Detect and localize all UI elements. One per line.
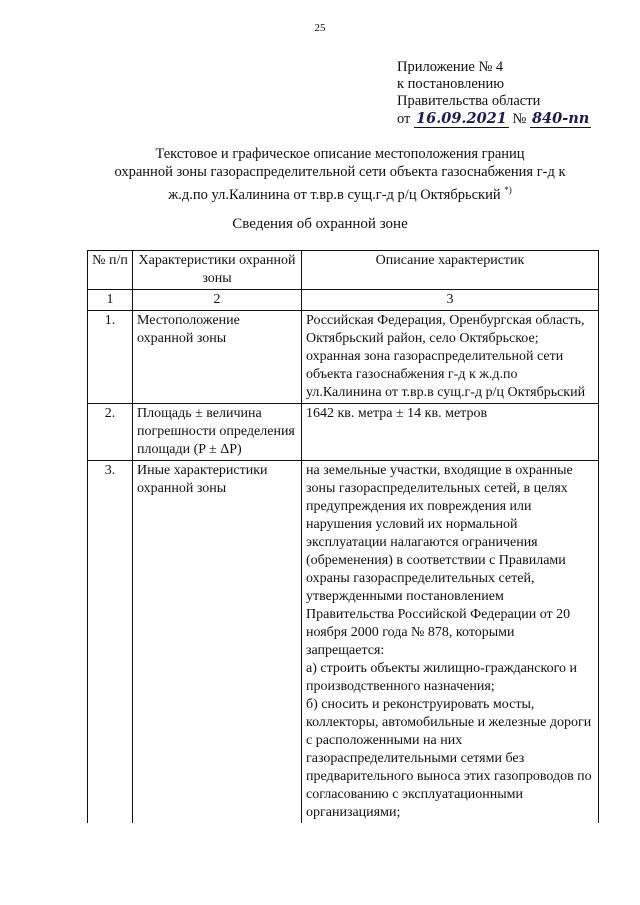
row-characteristic: Иные характеристики охранной зоны xyxy=(133,461,302,824)
page-number: 25 xyxy=(314,22,326,34)
appendix-date-line xyxy=(397,110,591,128)
handwritten-date: 16.09.2021 xyxy=(416,110,507,127)
table-row xyxy=(88,311,599,404)
column-number-row xyxy=(88,290,599,311)
appendix-line-1: Приложение № 4 xyxy=(397,59,504,75)
header-characteristics: Характеристики охранной зоны xyxy=(133,251,302,290)
row-characteristic: Местоположение охранной зоны xyxy=(133,311,302,404)
footnote-mark: *) xyxy=(504,185,512,195)
table-header-row xyxy=(88,251,599,290)
table-row xyxy=(88,461,599,824)
col-number-1: 1 xyxy=(88,290,133,311)
appendix-block xyxy=(397,59,591,128)
col-number-3: 3 xyxy=(302,290,599,311)
appendix-line-3: Правительства области xyxy=(397,93,541,109)
section-subtitle: Сведения об охранной зоне xyxy=(232,216,408,232)
number-prefix: № xyxy=(512,111,527,127)
row-description: Российская Федерация, Оренбургская область, Октябрьский район, село Октябрьское; охранная зона газораспределительной сети объекта газоснабжения г-д к ж.д.по ул.Калинина от т.вр.в сущ.г-д р/ц Октябрьский xyxy=(302,311,599,404)
title-line-2: охранной зоны газораспределительной сети объекта газоснабжения г-д к xyxy=(114,164,566,180)
restriction-item-a: а) строить объекты жилищно-гражданского и производственного назначения; xyxy=(306,661,577,694)
row-number: 1. xyxy=(88,311,133,404)
date-prefix: от xyxy=(397,111,411,127)
document-title xyxy=(80,145,600,204)
appendix-line-2: к постановлению xyxy=(397,76,505,92)
col-number-2: 2 xyxy=(133,290,302,311)
handwritten-number: 840-пп xyxy=(531,110,590,127)
restriction-item-b: б) сносить и реконструировать мосты, коллекторы, автомобильные и железные дороги с расположенными на них газораспределительными сетями без предварительного выноса этих газопроводов по согласованию с эксплуатационными организациями; xyxy=(306,697,592,820)
title-line-1: Текстовое и графическое описание местоположения границ xyxy=(155,146,525,162)
table-row xyxy=(88,404,599,461)
title-line-3-text: ж.д.по ул.Калинина от т.вр.в сущ.г-д р/ц Октябрьский xyxy=(168,186,501,203)
restrictions-intro: на земельные участки, входящие в охранные зоны газораспределительных сетей, в целях предупреждения их повреждения или нарушения условий их нормальной эксплуатации налагаются ограничения (обременения) в соответствии с Правилами охраны газораспределительных сетей, утвержденными постановлением Правительства Российской Федерации от 20 ноября 2000 года № 878, которыми запрещается: xyxy=(306,463,573,658)
row-description: 1642 кв. метра ± 14 кв. метров xyxy=(302,404,599,461)
row-number: 2. xyxy=(88,404,133,461)
row-number: 3. xyxy=(88,461,133,824)
title-line-3 xyxy=(80,181,600,204)
row-description xyxy=(302,461,599,824)
header-number: № п/п xyxy=(88,251,133,290)
protection-zone-table xyxy=(87,250,599,823)
header-description: Описание характеристик xyxy=(302,251,599,290)
row-characteristic: Площадь ± величина погрешности определения площади (P ± ΔP) xyxy=(133,404,302,461)
